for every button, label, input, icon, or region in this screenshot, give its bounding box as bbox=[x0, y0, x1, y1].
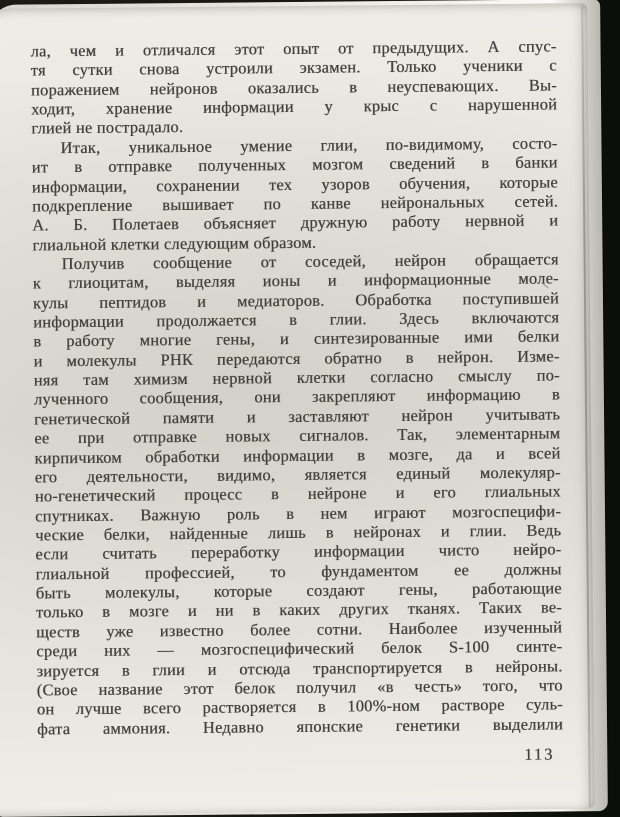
text-line: тя сутки снова устроили экзамен. Только ученики с bbox=[30, 55, 557, 80]
text-line: но-генетический процесс в нейроне и его глиальных bbox=[34, 481, 561, 506]
book-page bbox=[0, 3, 595, 815]
text-line: в работу многие гены, и синтезированные ими белки bbox=[33, 326, 560, 351]
text-line: только в мозге и ни в каких других тканях. Таких ве- bbox=[35, 597, 563, 622]
text-line: спутниках. Важную роль в нем играют мозгоспецифи- bbox=[34, 501, 562, 526]
text-line: генетической памяти и заставляют нейрон учитывать bbox=[33, 404, 561, 429]
text-line: ходит, хранение информации у крыс с нарушенной bbox=[31, 94, 558, 119]
text-line: поражением нейронов оказались в неуспевающих. Вы- bbox=[30, 75, 557, 100]
text-line: он лучше всего растворяется в 100%-ном растворе суль- bbox=[36, 694, 563, 719]
text-block bbox=[30, 36, 563, 769]
text-line: лученного сообщения, они закрепляют информацию в bbox=[33, 384, 560, 409]
text-line: глиальной клетки следующим образом. bbox=[32, 232, 317, 255]
text-line: А. Б. Полетаев объясняет дружную работу нервной и bbox=[32, 210, 559, 235]
text-line: кирпичиком обработки информации в мозге, да и всей bbox=[34, 442, 561, 467]
text-line: (Свое название этот белок получил «в честь» того, что bbox=[36, 675, 563, 700]
text-line: Получив сообщение от соседей, нейрон обращается bbox=[61, 249, 559, 274]
text-line: ит в отправке полученных мозгом сведений в банки bbox=[31, 152, 558, 177]
text-line: среди них — мозгоспецифический белок S-100 синте- bbox=[36, 636, 563, 661]
text-line: информации продолжается в глии. Здесь включаются bbox=[33, 307, 560, 332]
text-line: кулы пептидов и медиаторов. Обработка поступившей bbox=[32, 288, 560, 313]
text-line: няя там химизм нервной клетки согласно смыслу по- bbox=[33, 365, 560, 390]
text-line: ла, чем и отличался этот опыт от предыдущих. А спус- bbox=[30, 36, 557, 61]
text-line: подкрепление вышивает по канве нейрональных сетей. bbox=[31, 191, 559, 216]
text-line: быть молекулы, которые создают гены, работающие bbox=[35, 578, 562, 603]
text-line: ее при отправке новых сигналов. Так, элементарным bbox=[34, 423, 561, 448]
text-line: информации, сохранении тех узоров обучения, которые bbox=[31, 171, 558, 196]
text-line: к глиоцитам, выделяя ионы и информационные моле- bbox=[32, 268, 559, 293]
text-line: ческие белки, найденные лишь в нейронах и глии. Ведь bbox=[35, 520, 562, 545]
text-line: фата аммония. Недавно японские генетики выделили bbox=[36, 713, 564, 739]
text-line: глией не пострадало. bbox=[31, 117, 184, 138]
text-line: его деятельности, видимо, является единый молекуляр- bbox=[34, 462, 561, 487]
page-number: 113 bbox=[524, 744, 555, 764]
text-line: зируется в глии и отсюда транспортируется в нейроны. bbox=[36, 655, 563, 680]
text-line: если считать переработку информации чисто нейро- bbox=[35, 539, 562, 564]
text-line: Итак, уникальное умение глии, по-видимому, состо- bbox=[60, 133, 558, 157]
text-line: ществ уже известно более сотни. Наиболее изученный bbox=[36, 617, 563, 642]
text-line: и молекулы РНК передаются обратно в нейрон. Изме- bbox=[33, 346, 560, 371]
text-line: глиальной профессией, то фундаментом ее должны bbox=[35, 559, 562, 584]
